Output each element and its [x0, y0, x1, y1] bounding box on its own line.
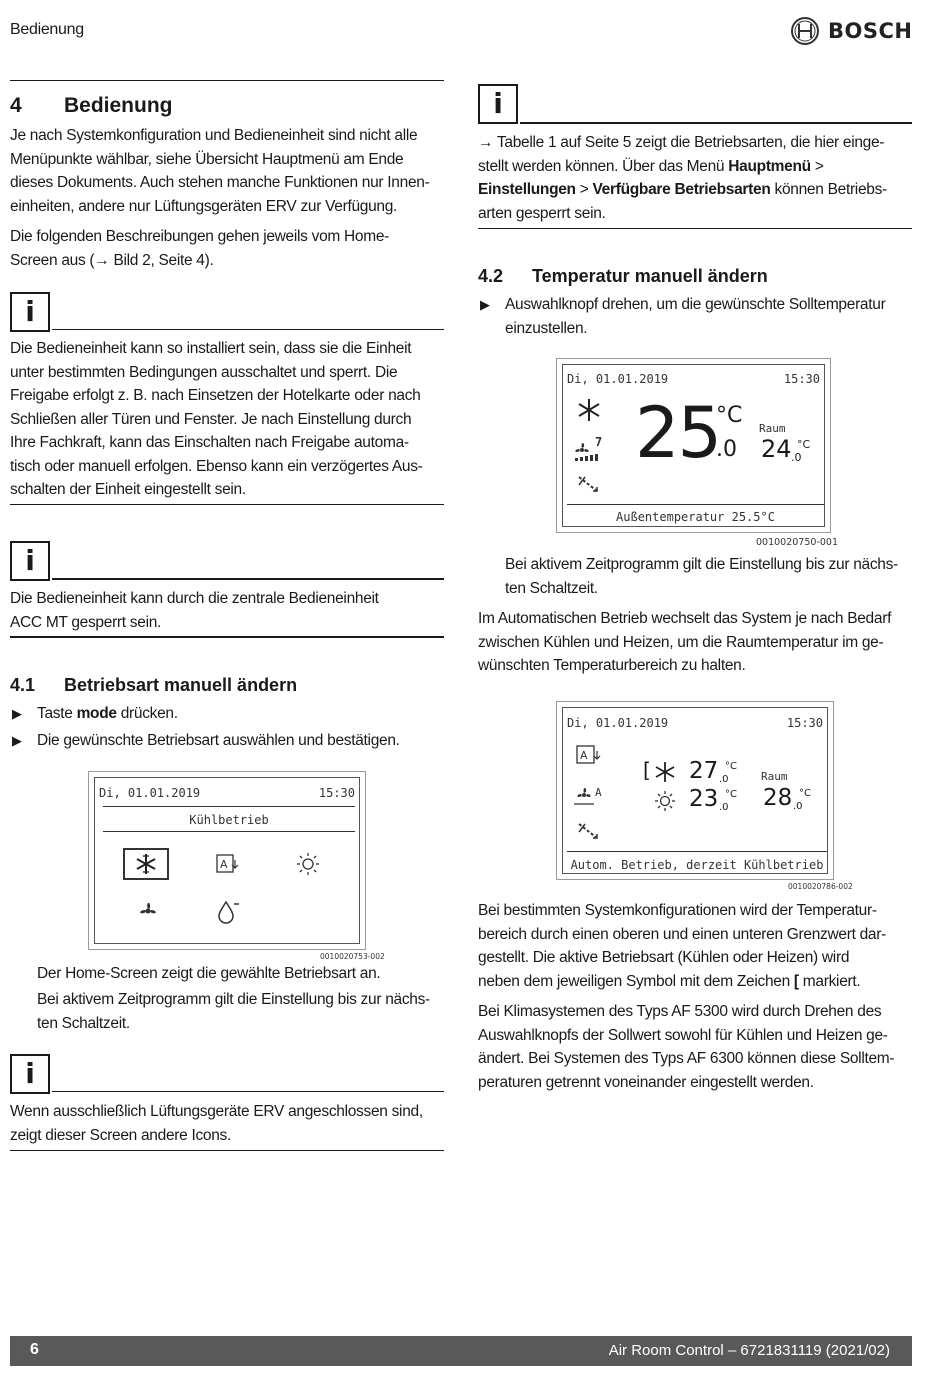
schedule-note: [505, 553, 925, 600]
text-line: Menüpunkte wählbar, siehe Übersicht Hauptmenü am Ende: [10, 150, 404, 168]
text-line: dieses Dokuments. Auch stehen manche Funktionen nur Innen-: [10, 174, 430, 191]
mode-option-cool[interactable]: [123, 848, 169, 880]
louver-swing-icon: [575, 473, 601, 495]
sun-icon: [654, 790, 676, 812]
bullet-icon: ▶: [12, 733, 22, 748]
auto-mode-icon: [215, 852, 241, 876]
text-line: Ihre Fachkraft, kann das Einschalten nach Freigabe automa-: [10, 434, 409, 451]
text-line: tisch oder manuell erfolgen. Ebenso kann ein verzögertes Aus-: [10, 457, 423, 475]
bullet-icon: ▶: [480, 297, 490, 312]
chapter-number: 4: [10, 94, 22, 117]
result-note: [37, 988, 457, 1035]
divider: [567, 851, 827, 852]
menu-title: Kühlbetrieb: [189, 813, 269, 827]
divider: [10, 1150, 444, 1151]
bullet-icon: ▶: [12, 706, 22, 721]
text-line: neben dem jeweiligen Symbol mit dem Zeichen [ markiert.: [478, 972, 861, 990]
text-line: einzustellen.: [505, 319, 588, 337]
text-line: Screen aus (→ Bild 2, Seite 4).: [10, 251, 214, 269]
snowflake-icon: [575, 397, 603, 423]
divider: [10, 504, 444, 505]
mode-option-fan[interactable]: [135, 898, 161, 924]
set-temperature-decimal: .0: [716, 437, 737, 462]
text-line: Bei aktivem Zeitprogramm gilt die Einstellung bis zur nächs-: [505, 556, 898, 573]
page-number: 6: [30, 1341, 39, 1358]
text-line: Schließen aller Türen und Fenster. Je nach Einstellung durch: [10, 410, 412, 428]
screen-time: 15:30: [318, 786, 355, 800]
info-icon: i: [10, 1054, 50, 1094]
info-note-1: [10, 337, 450, 502]
room-label: Raum: [759, 422, 786, 435]
lcd-display: [562, 707, 828, 874]
louver-swing-icon: [575, 820, 601, 842]
section-title: Betriebsart manuell ändern: [64, 675, 298, 695]
text-line: ACC MT gesperrt sein.: [10, 613, 162, 631]
page-footer: [10, 1336, 912, 1366]
cooling-setpoint-unit: °C: [725, 761, 737, 772]
fan-icon: [135, 898, 161, 924]
fan-mode: A: [595, 786, 602, 799]
text-line: Je nach Systemkonfiguration und Bedieneinheit sind nicht alle: [10, 127, 418, 144]
room-temperature: 28: [763, 785, 793, 811]
info-icon: i: [478, 84, 518, 124]
svg-text:A: A: [580, 749, 588, 762]
room-label: Raum: [761, 770, 788, 783]
chapter-intro-2: [10, 225, 450, 272]
divider: [10, 636, 444, 638]
document-title: Air Room Control – 6721831119 (2021/02): [608, 1342, 890, 1359]
text-line: Bei aktivem Zeitprogramm gilt die Einstellung bis zur nächs-: [37, 991, 430, 1008]
drop-icon: [215, 898, 241, 924]
home-screen-cooling: [556, 358, 831, 533]
cooling-setpoint: 27: [689, 758, 719, 784]
screen-date: Di, 01.01.2019: [567, 716, 669, 730]
svg-text:A: A: [220, 858, 228, 871]
cooling-setpoint-decimal: .0: [719, 774, 729, 785]
mode-option-heat[interactable]: [295, 852, 321, 876]
divider: [567, 504, 824, 505]
info-note-3: [10, 1100, 450, 1147]
running-header: Bedienung: [10, 21, 84, 38]
divider: [52, 578, 444, 580]
sun-icon: [295, 852, 321, 876]
room-temperature-unit: °C: [799, 788, 811, 799]
divider: [478, 228, 912, 229]
figure-code: 0010020750-001: [756, 537, 839, 548]
text-line: Einstellungen > Verfügbare Betriebsarten können Betriebs-: [478, 181, 887, 198]
text-line: Im Automatischen Betrieb wechselt das System je nach Bedarf: [478, 610, 892, 627]
text-line: Die folgenden Beschreibungen gehen jeweils vom Home-: [10, 228, 390, 245]
text-line: unter bestimmten Bedingungen ausschaltet und sperrt. Die: [10, 363, 398, 381]
info-icon: i: [10, 292, 50, 332]
auto-mode-status: Autom. Betrieb, derzeit Kühlbetrieb: [570, 858, 824, 872]
text-line: Freigabe erfolgt z. B. nach Einsetzen der Hotelkarte oder nach: [10, 387, 421, 404]
text-line: Die Bedieneinheit kann durch die zentrale Bedieneinheit: [10, 590, 379, 607]
section-number: 4.2: [478, 266, 504, 286]
set-temperature-unit: °C: [716, 403, 743, 428]
heating-setpoint: 23: [689, 786, 719, 812]
divider: [10, 80, 444, 81]
text-line: stellt werden können. Über das Menü Hauptmenü >: [478, 157, 824, 175]
bosch-armature-icon: [790, 16, 820, 46]
fan-icon: [573, 784, 595, 806]
text-line: schalten der Einheit eingestellt sein.: [10, 481, 246, 498]
room-temperature: 24: [761, 435, 792, 463]
chapter-title: Bedienung: [64, 94, 173, 117]
text-line: arten gesperrt sein.: [478, 204, 606, 222]
text-line: wünschten Temperaturbereich zu halten.: [478, 657, 746, 674]
screen-date: Di, 01.01.2019: [567, 372, 669, 386]
text-line: ändert. Bei Systemen des Typs AF 6300 können diese Solltem-: [478, 1050, 895, 1067]
info-icon: i: [10, 541, 50, 581]
figure-code: 0010020753-002: [320, 952, 385, 961]
room-temperature-unit: °C: [797, 438, 811, 451]
text-line: gestellt. Die aktive Betriebsart (Kühlen oder Heizen) wird: [478, 949, 850, 966]
set-temperature: 25: [635, 392, 721, 474]
mode-option-auto[interactable]: [215, 852, 241, 876]
section-title: Temperatur manuell ändern: [532, 266, 768, 286]
snowflake-icon: [125, 850, 167, 878]
bracket-symbol: [: [793, 972, 799, 990]
divider: [103, 806, 355, 807]
mode-selection-screen: [88, 771, 366, 950]
key-name-mode: mode: [76, 705, 117, 722]
text-line: Auswahlknopf drehen, um die gewünschte Solltemperatur: [505, 296, 886, 313]
heating-setpoint-unit: °C: [725, 789, 737, 800]
text-line: Auswahlknopfs der Sollwert sowohl für Kühlen und Heizen ge-: [478, 1026, 888, 1044]
info-note-2: [10, 587, 450, 634]
chapter-intro: [10, 124, 450, 218]
divider: [52, 329, 444, 330]
brand-name: BOSCH: [828, 19, 913, 43]
figure-code: 0010020786-002: [788, 882, 853, 891]
step-1: Taste mode drücken.: [37, 705, 178, 722]
step-turn-knob: [505, 293, 925, 340]
bosch-logo: [790, 16, 912, 46]
text-line: Bei bestimmten Systemkonfigurationen wird der Temperatur-: [478, 902, 877, 919]
menu-path-modes: Verfügbare Betriebsarten: [592, 181, 771, 198]
text-line: bereich durch einen oberen und einen unteren Grenzwert dar-: [478, 925, 886, 943]
text-line: → Tabelle 1 auf Seite 5 zeigt die Betriebsarten, die hier einge-: [478, 134, 885, 151]
text-line: Wenn ausschließlich Lüftungsgeräte ERV angeschlossen sind,: [10, 1103, 423, 1120]
section-number: 4.1: [10, 675, 36, 695]
text-line: ten Schaltzeit.: [505, 579, 598, 597]
text-line: zeigt dieser Screen andere Icons.: [10, 1126, 232, 1144]
text-line: zwischen Kühlen und Heizen, um die Raumtemperatur im ge-: [478, 633, 884, 651]
snowflake-icon: [653, 761, 677, 783]
home-screen-auto: [556, 701, 834, 880]
step-2: Die gewünschte Betriebsart auswählen und bestätigen.: [37, 732, 400, 749]
divider: [103, 831, 355, 832]
screen-date: Di, 01.01.2019: [99, 786, 201, 800]
heating-setpoint-decimal: .0: [719, 802, 729, 813]
fan-level: 7: [595, 435, 603, 449]
result-text: Der Home-Screen zeigt die gewählte Betriebsart an.: [37, 965, 381, 982]
divider: [52, 1091, 444, 1092]
lcd-display: [562, 364, 825, 527]
text-line: peraturen getrennt voneinander eingestellt werden.: [478, 1073, 814, 1091]
mode-option-dry[interactable]: [215, 898, 241, 924]
room-temperature-decimal: .0: [791, 451, 802, 464]
range-text: [478, 899, 918, 993]
menu-path-settings: Einstellungen: [478, 181, 576, 198]
outdoor-temperature: Außentemperatur 25.5°C: [616, 510, 775, 524]
info-note-modes: [478, 131, 918, 225]
auto-mode-icon: [575, 743, 603, 767]
screen-time: 15:30: [786, 716, 823, 730]
room-temperature-decimal: .0: [793, 801, 803, 812]
text-line: ten Schaltzeit.: [37, 1014, 130, 1032]
auto-mode-text: [478, 607, 918, 678]
system-type-text: [478, 1000, 918, 1094]
lcd-display: [94, 777, 360, 944]
divider: [520, 122, 912, 124]
menu-path-main: Hauptmenü: [728, 157, 811, 175]
screen-time: 15:30: [783, 372, 820, 386]
text-line: einheiten, andere nur Lüftungsgeräten ERV zur Verfügung.: [10, 197, 398, 215]
text-line: Die Bedieneinheit kann so installiert sein, dass sie die Einheit: [10, 340, 412, 357]
active-mode-marker: [: [643, 758, 651, 782]
text-line: Bei Klimasystemen des Typs AF 5300 wird durch Drehen des: [478, 1003, 882, 1020]
